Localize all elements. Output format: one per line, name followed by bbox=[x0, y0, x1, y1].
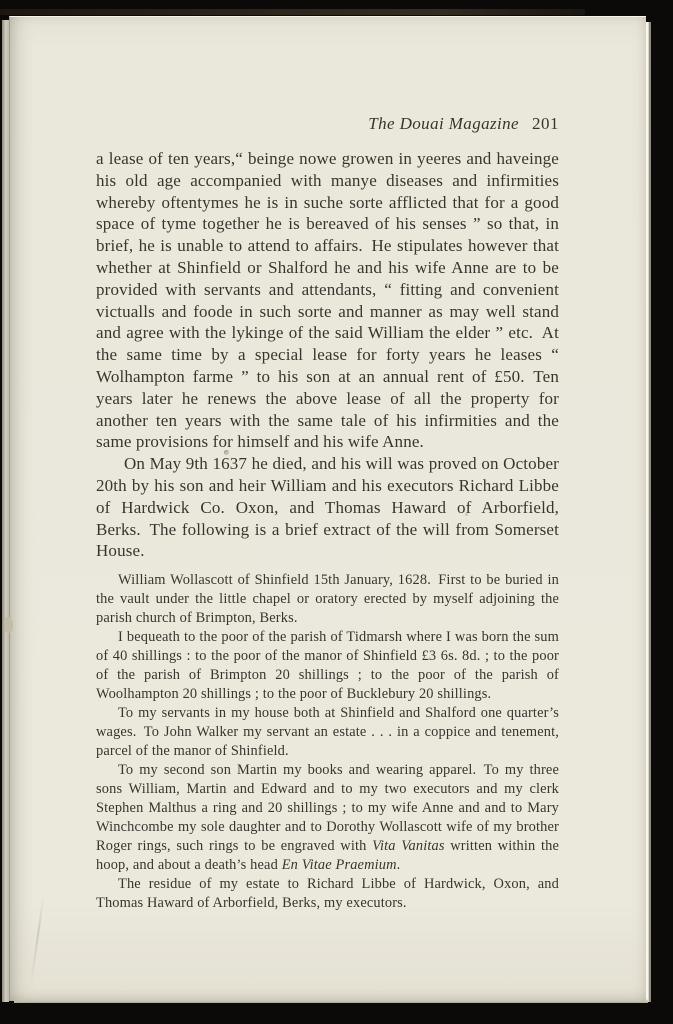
running-header bbox=[96, 114, 559, 134]
italic-phrase: Vita Vanitas bbox=[372, 838, 445, 855]
text-segment: The residue of my estate to Richard Libbe of Hardwick, Oxon, and Thomas Haward of Arborfield, Berks, my executors. bbox=[96, 876, 559, 912]
text-segment: . bbox=[396, 857, 401, 874]
paragraph bbox=[96, 571, 559, 628]
page-number: 201 bbox=[532, 114, 559, 133]
paragraph bbox=[96, 453, 559, 562]
book-page bbox=[9, 16, 646, 1001]
paper-crease bbox=[30, 897, 45, 986]
page-stack-edge-left bbox=[2, 20, 9, 1002]
paragraph bbox=[96, 875, 559, 913]
text-segment: On May 9th 1637 he died, and his will was proved on October 20th by his son and heir William and his executors Richard Libbe of Hardwick Co. Oxon, and Thomas Haward of Arborfield, Berks. The following is a brief extract of the will from Somerset House. bbox=[96, 454, 559, 561]
text-segment: written within the hoop, and about a death’s head bbox=[96, 838, 560, 874]
text-segment: I bequeath to the poor of the parish of Tidmarsh where I was born the sum of 40 shillings : to the poor of the manor of Shinfield £3 6s. 8d. ; to the poor of the parish of Brimpton 20 shillings ; to the poor of the parish of Woolhampton 20 shillings ; to the poor of Bucklebury 20 shillings. bbox=[96, 629, 559, 703]
text-segment: William Wollascott of Shinfield 15th January, 1628. First to be buried in the vault under the little chapel or oratory erected by myself adjoining the parish church of Brimpton, Berks. bbox=[96, 572, 559, 627]
paper-stain bbox=[4, 617, 13, 633]
journal-title: The Douai Magazine bbox=[368, 114, 519, 133]
page-text bbox=[96, 148, 559, 913]
text-segment: a lease of ten years,“ beinge nowe growen in yeeres and haveinge his old age accompanied with manye diseases and infirmities whereby oftentymes he is in suche sorte afflicted that for a good space of tyme together he is bereaved of his senses ” so that, in brief, he is unable to attend to affairs. He stipulates however that whether at Shinfield or Shalford he and his wife Anne are to be provided with servants and attendants, “ fitting and convenient victualls and foode in such sorte and manner as may well stand and agree with the lykinge of the said William the elder ” etc. At the same time by a special lease for forty years he leases “ Wolhampton farme ” to his son at an annual rent of £50. Ten years later he renews the above lease of all the property for another ten years with the same tale of his infirmities and the same provisions for himself and his wife Anne. bbox=[96, 149, 559, 452]
paragraph bbox=[96, 148, 559, 453]
text-segment: To my second son Martin my books and wearing apparel. To my three sons William, Martin and Edward and to my two executors and my clerk Stephen Malthus a ring and 20 shillings ; to my wife Anne and and to Mary Winchcombe my sole daughter and to Dorothy Wollascott wife of my brother Roger rings, such rings to be engraved with bbox=[96, 762, 559, 855]
italic-phrase: En Vitae Praemium bbox=[281, 857, 397, 874]
paragraph bbox=[96, 704, 559, 761]
paragraph bbox=[96, 761, 559, 875]
text-segment: To my servants in my house both at Shinfield and Shalford one quarter’s wages. To John Walker my servant an estate . . . in a coppice and tenement, parcel of the manor of Shinfield. bbox=[96, 705, 559, 760]
book-cover-edge bbox=[0, 9, 585, 15]
paragraph bbox=[96, 628, 559, 704]
text-column bbox=[96, 17, 559, 913]
